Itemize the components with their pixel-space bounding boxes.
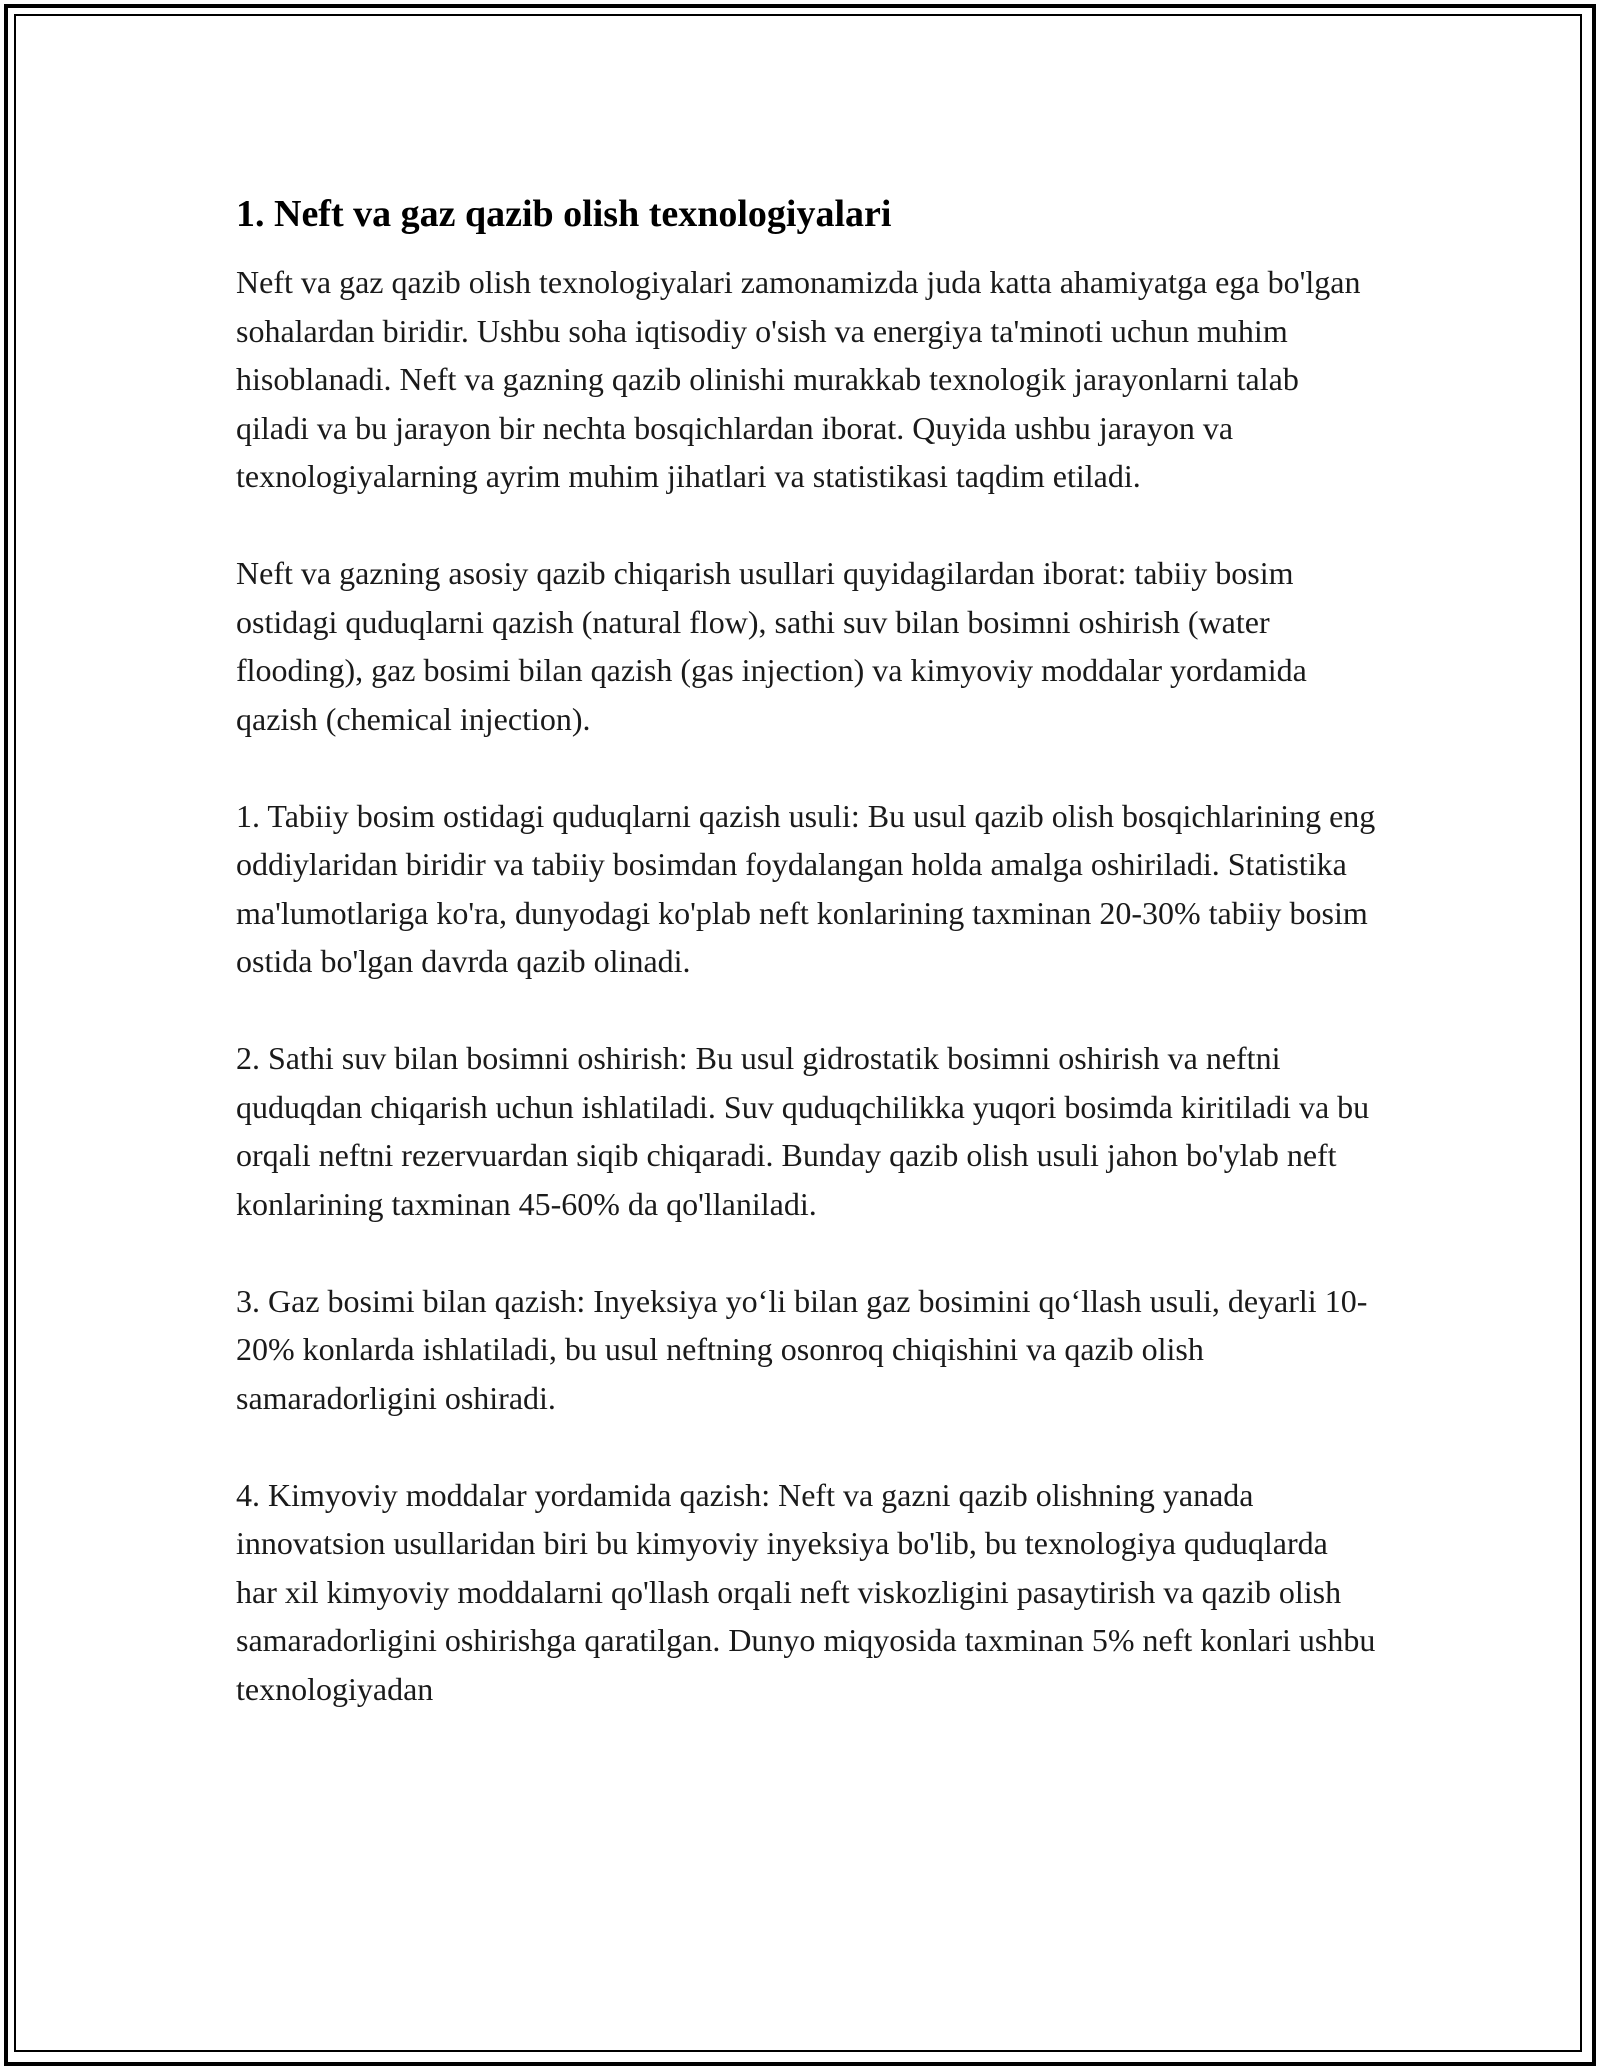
paragraph-water-flooding: 2. Sathi suv bilan bosimni oshirish: Bu usul gidrostatik bosimni oshirish va neftni quduqdan chiqarish uchun ishlatiladi. Suv quduqchilikka yuqori bosimda kiritiladi va bu orqali neftni rezervuardan siqib chiqaradi. Bunday qazib olish usuli jahon bo'ylab neft konlarining taxminan 45-60% da qo'llaniladi.	[236, 1040, 1370, 1222]
paragraph-natural-flow: 1. Tabiiy bosim ostidagi quduqlarni qazish usuli: Bu usul qazib olish bosqichlarining eng oddiylaridan biridir va tabiiy bosimdan foydalangan holda amalga oshiriladi. Statistika ma'lumotlariga ko'ra, dunyodagi ko'plab neft konlarining taxminan 20-30% tabiiy bosim ostida bo'lgan davrda qazib olinadi.	[236, 797, 1376, 979]
section-heading: 1. Neft va gaz qazib olish texnologiyalari	[236, 193, 892, 235]
paragraph-chemical-injection: 4. Kimyoviy moddalar yordamida qazish: Neft va gazni qazib olishning yanada innovatsion usullaridan biri bu kimyoviy inyeksiya bo'lib, bu texnologiya quduqlarda har xil kimyoviy moddalarni qo'llash orqali neft viskozligini pasaytirish va qazib olish samaradorligini oshirishga qaratilgan. Dunyo miqyosida taxminan 5% neft konlari ushbu texnologiyadan	[236, 1476, 1376, 1707]
paragraph-intro: Neft va gaz qazib olish texnologiyalari zamonamizda juda katta ahamiyatga ega bo'lgan sohalardan biridir. Ushbu soha iqtisodiy o'sish va energiya ta'minoti uchun muhim hisoblanadi. Neft va gazning qazib olinishi murakkab texnologik jarayonlarni talab qiladi va bu jarayon bir nechta bosqichlardan iborat. Quyida ushbu jarayon va texnologiyalarning ayrim muhim jihatlari va statistikasi taqdim etiladi.	[236, 264, 1361, 494]
paragraph-gas-injection: 3. Gaz bosimi bilan qazish: Inyeksiya yo‘li bilan gaz bosimini qo‘llash usuli, deyarli 10-20% konlarda ishlatiladi, bu usul neftning osonroq chiqishini va qazib olish samaradorligini oshiradi.	[236, 1282, 1368, 1416]
paragraph-methods-overview: Neft va gazning asosiy qazib chiqarish usullari quyidagilardan iborat: tabiiy bosim ostidagi quduqlarni qazish (natural flow), sathi suv bilan bosimni oshirish (water flooding), gaz bosimi bilan qazish (gas injection) va kimyoviy moddalar yordamida qazish (chemical injection).	[236, 555, 1307, 737]
document-body	[236, 188, 1376, 1713]
